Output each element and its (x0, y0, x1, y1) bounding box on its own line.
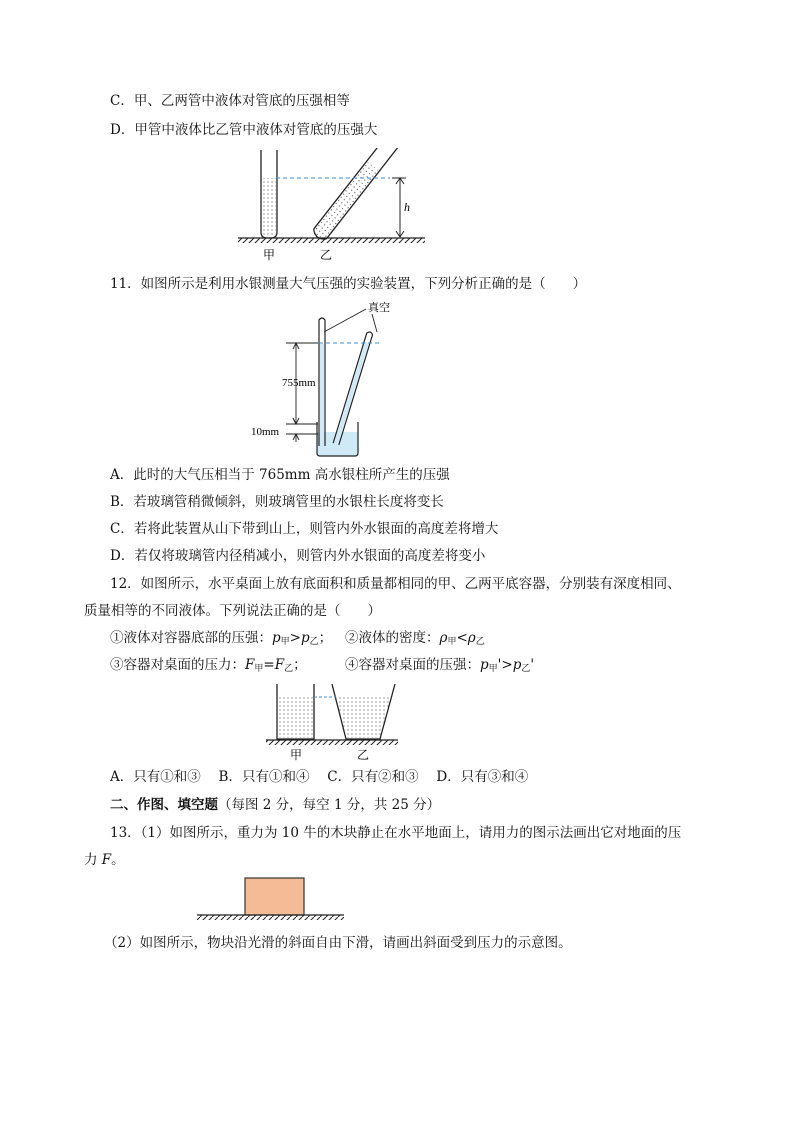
q11-option-d: D．若仅将玻璃管内径稍减小，则管内外水银面的高度差将变小 (110, 548, 486, 564)
q12-statement-3 (110, 656, 307, 678)
q12-s1-p2: p (300, 630, 310, 646)
q12-s2-sub-a: 甲 (447, 637, 457, 647)
q12-s2-rho: ρ (439, 630, 448, 646)
q12-liquid-jia (278, 697, 313, 738)
q10-ground-hatch (238, 238, 425, 243)
q11-label-vacuum: 真空 (368, 301, 390, 314)
q11-mercury-vertical (320, 344, 324, 446)
q12-s4-text: ④容器对桌面的压强： (345, 657, 480, 673)
q12-s4-sub-b: 乙 (521, 664, 531, 674)
q11-stem: 11．如图所示是利用水银测量大气压强的实验装置，下列分析正确的是（ ） (110, 276, 587, 292)
q11-option-c: C．若将此装置从山下带到山上，则管内外水银面的高度差将增大 (110, 521, 499, 537)
q11-label-755: 755mm (282, 377, 316, 389)
q10-tube-yi (311, 148, 399, 242)
q12-label-yi: 乙 (357, 748, 370, 762)
q12-s4-p: p (480, 657, 489, 673)
q12-s3-sub-b: 乙 (284, 664, 294, 674)
section-2-title: 二、作图、填空题 (110, 797, 218, 813)
q12-s4-p2: p (512, 657, 522, 673)
q12-s1-rel: > (289, 630, 301, 646)
q10-option-d: D．甲管中液体比乙管中液体对管底的压强大 (110, 122, 378, 138)
q10-label-yi: 乙 (320, 248, 333, 262)
q12-s2-rel: < (456, 630, 468, 646)
q13-figure (194, 875, 349, 925)
q12-s2-rho2: ρ (467, 630, 476, 646)
q13-ground-hatch (197, 915, 344, 920)
q11-mercury-tilted (334, 342, 369, 445)
q13-part2: （2）如图所示，物块沿光滑的斜面自由下滑，请画出斜面受到压力的示意图。 (104, 935, 572, 951)
q12-statement-2 (345, 629, 485, 651)
q12-statement-4 (345, 656, 534, 678)
q13-line2-b: 。 (111, 852, 125, 868)
q12-s3-text: ③容器对桌面的压力： (110, 657, 245, 673)
q12-options: A．只有①和③ B．只有①和④ C．只有②和③ D．只有③和④ (110, 769, 529, 785)
q12-s3-f2: F (274, 657, 285, 673)
q12-stem-line1: 12．如图所示，水平桌面上放有底面积和质量都相同的甲、乙两平底容器，分别装有深度相同、 (110, 576, 681, 592)
q12-s1-p: p (272, 630, 281, 646)
q13-force-symbol: F (101, 852, 112, 868)
q12-s4-sub-a: 甲 (488, 664, 498, 674)
q12-s3-sub-a: 甲 (254, 664, 264, 674)
q12-s3-end: ； (293, 657, 307, 673)
q12-label-jia: 甲 (290, 748, 303, 762)
q12-s4-end: ' (530, 657, 535, 673)
q12-s1-text: ①液体对容器底部的压强： (110, 630, 272, 646)
q12-s1-end: ； (318, 630, 333, 646)
q11-figure (246, 296, 406, 461)
q12-s4-rel: '> (497, 657, 513, 673)
q12-figure (262, 680, 402, 765)
q10-label-h: h (404, 200, 410, 214)
q11-tilted-tube (333, 331, 373, 445)
q10-liquid-jia (262, 178, 276, 237)
q10-label-jia: 甲 (263, 248, 276, 262)
q10-figure (230, 148, 430, 266)
q12-s1-sub-b: 乙 (309, 637, 319, 647)
q10-liquid-yi (312, 162, 378, 241)
q10-option-c: C．甲、乙两管中液体对管底的压强相等 (110, 93, 350, 109)
q12-s3-rel: = (263, 657, 275, 673)
section-2-heading (110, 796, 440, 814)
q12-statement-1 (110, 629, 332, 651)
q12-s1-sub-a: 甲 (280, 637, 290, 647)
q13-line2-a: 力 (84, 852, 102, 868)
q12-s2-sub-b: 乙 (475, 637, 485, 647)
q11-option-a: A．此时的大气压相当于 765mm 高水银柱所产生的压强 (110, 467, 450, 483)
q12-s3-f: F (245, 657, 255, 673)
section-2-detail: （每图 2 分，每空 1 分，共 25 分） (218, 797, 441, 813)
q11-label-10: 10mm (251, 426, 280, 438)
q13-part1-line2 (84, 851, 125, 869)
q12-s2-text: ②液体的密度： (345, 630, 440, 646)
q12-stem-line2: 质量相等的不同液体。下列说法正确的是（ ） (84, 603, 381, 619)
q11-option-b: B．若玻璃管稍微倾斜，则玻璃管里的水银柱长度将变长 (110, 494, 444, 510)
q13-part1-line1: 13．（1）如图所示，重力为 10 牛的木块静止在水平地面上，请用力的图示法画出它对地面的压 (110, 825, 682, 841)
q13-wood-block (245, 878, 304, 915)
